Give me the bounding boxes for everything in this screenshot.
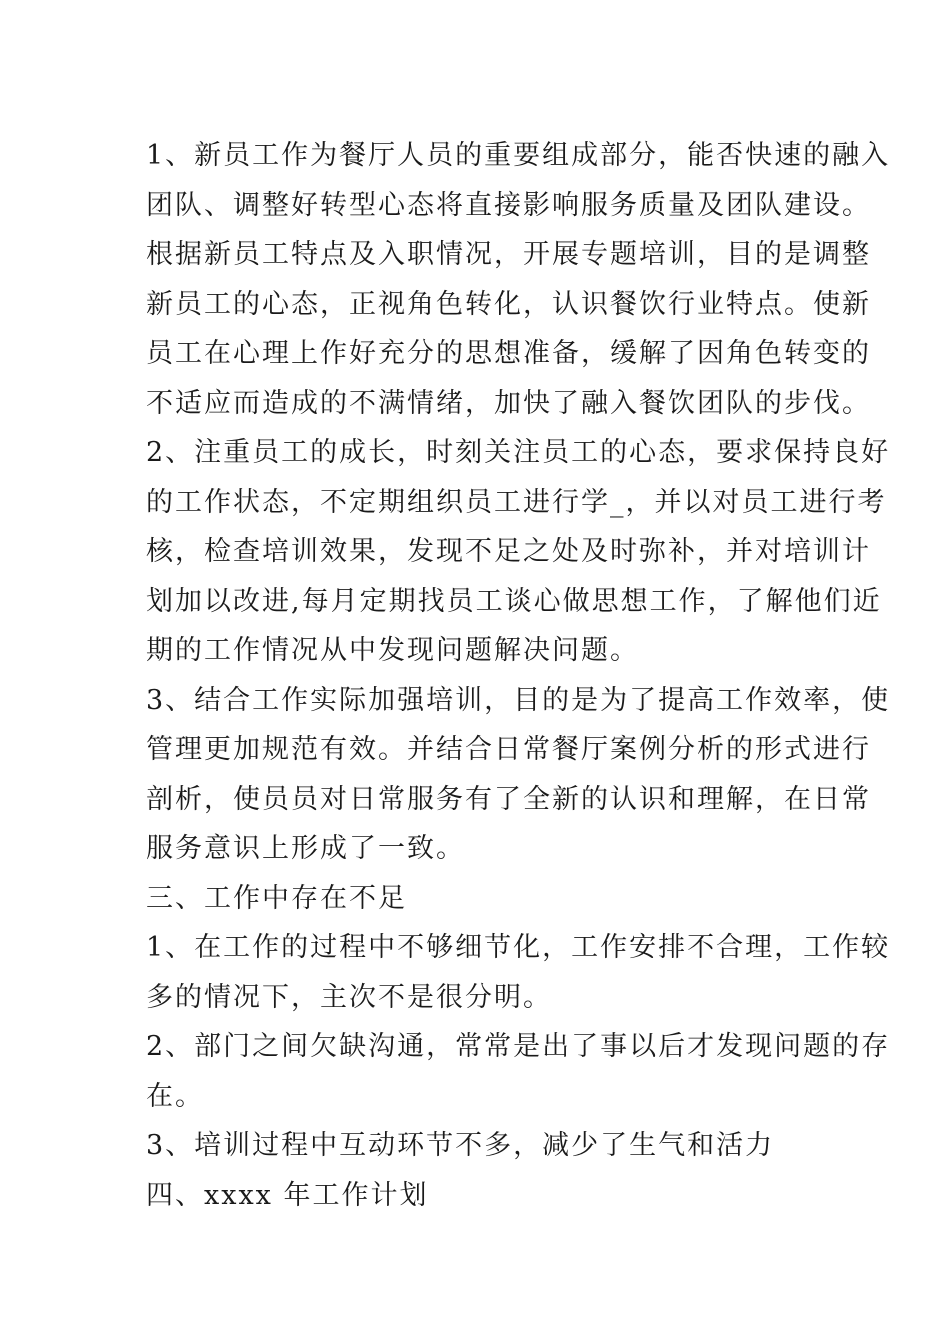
text-line: 3、结合工作实际加强培训，目的是为了提高工作效率，使 (146, 684, 891, 716)
text-line: 2、部门之间欠缺沟通，常常是出了事以后才发现问题的存 (146, 1031, 891, 1062)
text-line: 团队、调整好转型心态将直接影响服务质量及团队建设。 (146, 189, 871, 221)
text-line: 不适应而造成的不满情绪，加快了融入餐饮团队的步伐。 (146, 387, 871, 419)
text-line: 剖析，使员员对日常服务有了全新的认识和理解，在日常 (146, 783, 871, 815)
section-heading: 四、xxxx 年工作计划 (146, 1179, 429, 1211)
text-line: 2、注重员工的成长，时刻关注员工的心态，要求保持良好 (146, 437, 891, 468)
text-line: 1、新员工作为餐厅人员的重要组成部分，能否快速的融入 (146, 140, 891, 171)
text-line: 根据新员工特点及入职情况，开展专题培训，目的是调整 (146, 239, 871, 270)
text-line: 3、培训过程中互动环节不多，减少了生气和活力 (146, 1130, 775, 1161)
document-body (146, 131, 891, 1220)
text-line: 划加以改进,每月定期找员工谈心做思想工作，了解他们近 (146, 585, 882, 617)
text-line: 核，检查培训效果，发现不足之处及时弥补，并对培训计 (146, 536, 871, 567)
text-line: 新员工的心态，正视角色转化，认识餐饮行业特点。使新 (146, 288, 871, 320)
text-line: 员工在心理上作好充分的思想准备，缓解了因角色转变的 (146, 338, 871, 369)
text-line: 管理更加规范有效。并结合日常餐厅案例分析的形式进行 (146, 734, 871, 765)
text-line: 1、在工作的过程中不够细节化，工作安排不合理，工作较 (146, 932, 891, 963)
text-line: 多的情况下，主次不是很分明。 (146, 981, 552, 1013)
section-heading: 三、工作中存在不足 (146, 882, 407, 914)
text-line: 服务意识上形成了一致。 (146, 833, 465, 864)
text-line: 的工作状态，不定期组织员工进行学_，并以对员工进行考 (146, 486, 887, 518)
text-line: 在。 (146, 1080, 204, 1112)
text-line: 期的工作情况从中发现问题解决问题。 (146, 635, 639, 666)
